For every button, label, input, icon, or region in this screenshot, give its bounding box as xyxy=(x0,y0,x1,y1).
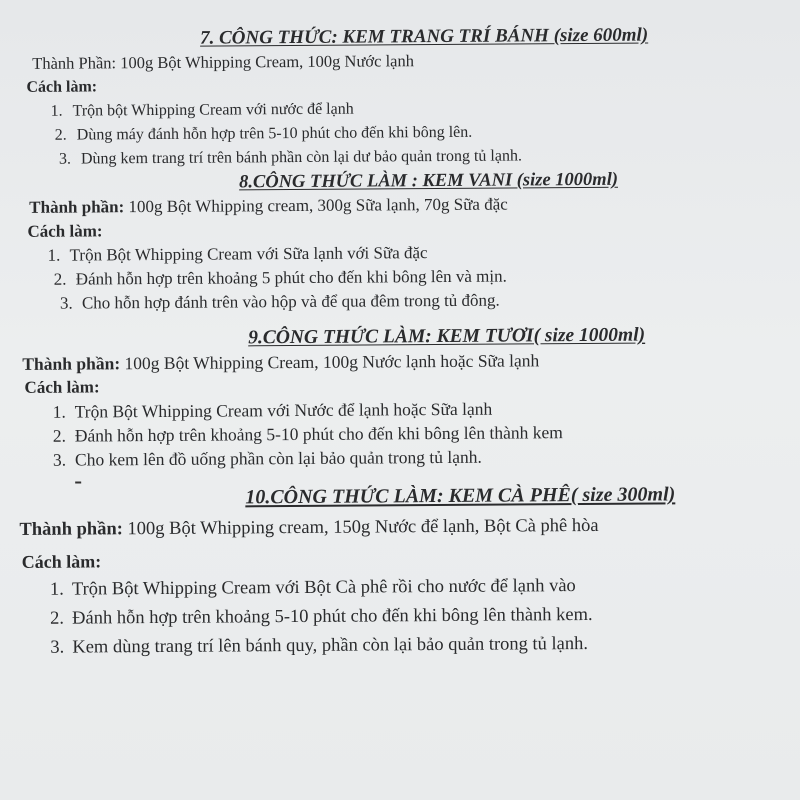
ingredients-label: Thành phần: xyxy=(29,197,125,217)
ingredients-line xyxy=(19,510,800,544)
step-number: 2. xyxy=(50,608,65,629)
step-text: Trộn Bột Whipping Cream với Bột Cà phê rồi cho nước để lạnh vào xyxy=(71,576,576,600)
steps-list xyxy=(12,238,800,316)
step-text: Trộn Bột Whipping Cream với Nước để lạnh hoặc Sữa lạnh xyxy=(74,398,493,422)
step-number: 2. xyxy=(53,269,67,289)
stray-mark xyxy=(75,482,81,484)
ingredients-label: Thành phần: xyxy=(19,519,123,540)
ingredients-text: 100g Bột Whipping Cream, 100g Nước lạnh xyxy=(120,51,415,73)
method-label: Cách làm: xyxy=(24,377,100,397)
step-text: Dùng máy đánh hỗn hợp trên 5-10 phút cho đến khi bông lên. xyxy=(76,123,473,144)
step-number: 1. xyxy=(47,245,61,265)
method-label: Cách làm: xyxy=(21,551,102,572)
recipe-title: 7. CÔNG THỨC: KEM TRANG TRÍ BÁNH (size 600ml) xyxy=(200,24,649,49)
step-text: Cho kem lên đồ uống phần còn lại bảo quản trong tủ lạnh. xyxy=(74,446,482,470)
step-text: Đánh hỗn hợp trên khoảng 5-10 phút cho đến khi bông lên thành kem xyxy=(74,422,563,446)
step-number: 1. xyxy=(49,579,64,600)
step-text: Đánh hỗn hợp trên khoảng 5-10 phút cho đến khi bông lên thành kem. xyxy=(72,604,593,629)
ingredients-text: 100g Bột Whipping cream, 300g Sữa lạnh, 70g Sữa đặc xyxy=(128,194,508,217)
method-label: Cách làm: xyxy=(27,221,103,241)
step-text: Đánh hỗn hợp trên khoảng 5 phút cho đến khi bông lên và mịn. xyxy=(75,266,507,289)
step-text: Cho hỗn hợp đánh trên vào hộp và để qua đêm trong tủ đông. xyxy=(81,290,500,313)
steps-list xyxy=(13,394,800,472)
recipe-title: 8.CÔNG THỨC LÀM : KEM VANI (size 1000ml) xyxy=(239,169,619,193)
recipe-7 xyxy=(10,22,800,172)
recipe-10 xyxy=(13,480,800,663)
step-text: Trộn Bột Whipping Cream với Sữa lạnh với Sữa đặc xyxy=(69,243,428,265)
method-label: Cách làm: xyxy=(26,78,98,96)
recipe-title: 9.CÔNG THỨC LÀM: KEM TƯƠI( size 1000ml) xyxy=(248,324,646,349)
steps-list xyxy=(11,94,800,172)
step-text: Dùng kem trang trí trên bánh phần còn lại dư bảo quản trong tủ lạnh. xyxy=(80,147,522,168)
step-item xyxy=(60,286,800,315)
step-item xyxy=(53,442,800,471)
step-text: Trộn bột Whipping Cream với nước để lạnh xyxy=(72,100,354,120)
ingredients-text: 100g Bột Whipping cream, 150g Nước để lạnh, Bột Cà phê hòa xyxy=(127,515,599,540)
ingredients-label: Thành Phần: xyxy=(32,53,117,73)
step-number: 1. xyxy=(50,102,63,120)
recipe-9 xyxy=(12,322,800,472)
step-number: 3. xyxy=(58,150,71,168)
step-item xyxy=(50,628,800,662)
ingredients-text: 100g Bột Whipping Cream, 100g Nước lạnh hoặc Sữa lạnh xyxy=(124,350,540,374)
step-number: 2. xyxy=(54,126,67,144)
step-text: Kem dùng trang trí lên bánh quy, phần còn lại bảo quản trong tủ lạnh. xyxy=(72,633,589,658)
recipe-sheet xyxy=(10,22,800,663)
ingredients-label: Thành phần: xyxy=(22,353,121,374)
step-number: 3. xyxy=(59,293,73,313)
step-number: 3. xyxy=(52,449,67,470)
steps-list xyxy=(14,570,800,663)
step-number: 1. xyxy=(52,401,66,422)
step-number: 3. xyxy=(50,637,65,658)
recipe-title: 10.CÔNG THỨC LÀM: KEM CÀ PHÊ( size 300ml) xyxy=(245,483,676,509)
recipe-8 xyxy=(11,166,800,316)
step-number: 2. xyxy=(52,425,67,446)
